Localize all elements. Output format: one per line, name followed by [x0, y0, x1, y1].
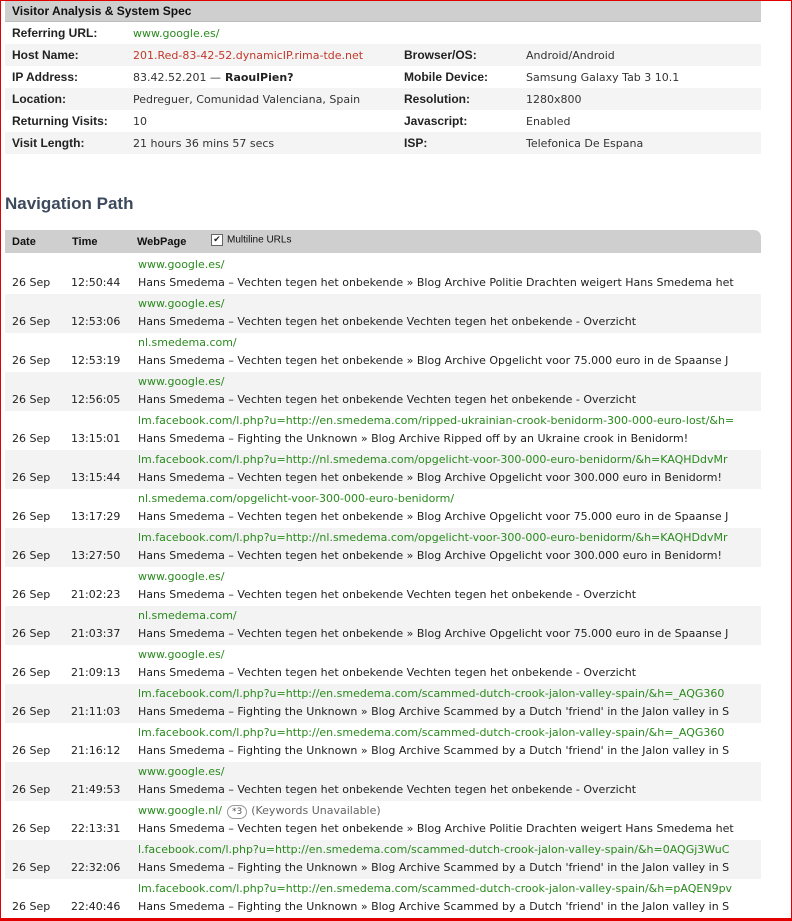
row-url-cell — [138, 531, 758, 544]
spec-value-cell — [526, 66, 761, 88]
row-page-title: Hans Smedema – Vechten tegen het onbekende » Blog Archive Opgelicht voor 300.000 euro in Benidorm! — [138, 471, 722, 484]
navigation-row — [5, 528, 761, 567]
row-date: 26 Sep — [12, 393, 51, 406]
row-url-link[interactable]: lm.facebook.com/l.php?u=http://en.smedema.com/scammed-dutch-crook-jalon-valley-spain/&h=_AQG360 — [138, 726, 725, 739]
row-time: 21:49:53 — [71, 783, 121, 796]
spec-section-title: Visitor Analysis & System Spec — [5, 1, 761, 22]
row-date: 26 Sep — [12, 510, 51, 523]
spec-row — [5, 88, 761, 110]
row-url-cell — [138, 258, 758, 271]
navigation-row — [5, 489, 761, 528]
row-date: 26 Sep — [12, 627, 51, 640]
spec-label: Browser/OS: — [404, 48, 477, 62]
spec-label-cell — [5, 44, 133, 66]
spec-label: IP Address: — [12, 70, 79, 84]
row-time: 21:11:03 — [71, 705, 121, 718]
row-page-title: Hans Smedema – Vechten tegen het onbekende » Blog Archive Politie Drachten weigert Hans Smedema het — [138, 822, 734, 835]
row-date: 26 Sep — [12, 471, 51, 484]
row-date: 26 Sep — [12, 588, 51, 601]
spec-value-cell — [133, 66, 404, 88]
row-time: 13:17:29 — [71, 510, 121, 523]
spec-value-cell — [133, 110, 404, 132]
spec-label: Referring URL: — [12, 26, 98, 40]
spec-value: 10 — [133, 114, 147, 128]
spec-label-cell — [404, 66, 526, 88]
row-page-title: Hans Smedema – Fighting the Unknown » Blog Archive Scammed by a Dutch 'friend' in the Jalon valley in S — [138, 900, 730, 913]
row-url-link[interactable]: nl.smedema.com/opgelicht-voor-300-000-euro-benidorm/ — [138, 492, 455, 505]
row-page-title: Hans Smedema – Vechten tegen het onbekende Vechten tegen het onbekende - Overzicht — [138, 393, 637, 406]
row-url-cell — [138, 570, 758, 583]
row-time: 13:27:50 — [71, 549, 121, 562]
row-page-title: Hans Smedema – Vechten tegen het onbekende Vechten tegen het onbekende - Overzicht — [138, 783, 637, 796]
spec-label-cell — [404, 132, 526, 154]
spec-label-cell — [5, 110, 133, 132]
spec-value-cell — [133, 44, 404, 66]
spec-value: Enabled — [526, 114, 571, 128]
spec-value-cell — [133, 88, 404, 110]
row-url-cell — [138, 336, 758, 349]
spec-row — [5, 110, 761, 132]
spec-label-cell — [404, 88, 526, 110]
row-time: 22:13:31 — [71, 822, 121, 835]
row-url-link[interactable]: lm.facebook.com/l.php?u=http://nl.smedema.com/opgelicht-voor-300-000-euro-benidorm/&h=KAQHDdvMr — [138, 531, 728, 544]
spec-label: ISP: — [404, 136, 428, 150]
row-date: 26 Sep — [12, 822, 51, 835]
spec-value-cell — [133, 132, 404, 154]
row-page-title: Hans Smedema – Vechten tegen het onbekende » Blog Archive Opgelicht voor 300.000 euro in Benidorm! — [138, 549, 722, 562]
row-date: 26 Sep — [12, 744, 51, 757]
spec-value: Android/Android — [526, 48, 615, 62]
visitor-nickname: RaoulPien? — [224, 70, 294, 84]
row-date: 26 Sep — [12, 549, 51, 562]
row-url-cell — [138, 453, 758, 466]
row-url-cell — [138, 726, 758, 739]
row-time: 21:03:37 — [71, 627, 121, 640]
spec-label: Host Name: — [12, 48, 79, 62]
row-time: 12:50:44 — [71, 276, 121, 289]
row-url-link[interactable]: lm.facebook.com/l.php?u=http://en.smedema.com/scammed-dutch-crook-jalon-valley-spain/&h=_AQG360 — [138, 687, 725, 700]
spec-label: Visit Length: — [12, 136, 85, 150]
row-time: 13:15:44 — [71, 471, 121, 484]
spec-label-cell — [404, 110, 526, 132]
row-page-title: Hans Smedema – Vechten tegen het onbekende Vechten tegen het onbekende - Overzicht — [138, 588, 637, 601]
spec-value: Pedreguer, Comunidad Valenciana, Spain — [133, 92, 361, 106]
spec-value-cell — [526, 110, 761, 132]
row-url-cell — [138, 648, 758, 661]
spec-label: Returning Visits: — [12, 114, 108, 128]
navigation-row — [5, 762, 761, 801]
row-url-link[interactable]: lm.facebook.com/l.php?u=http://en.smedema.com/ripped-ukrainian-crook-benidorm-300-000-euro-lost/&h= — [138, 414, 735, 427]
row-url-link[interactable]: lm.facebook.com/l.php?u=http://en.smedema.com/scammed-dutch-crook-jalon-valley-spain/&h=pAQEN9pv — [138, 882, 733, 895]
row-url-cell — [138, 765, 758, 778]
spec-value-cell — [526, 22, 761, 44]
row-page-title: Hans Smedema – Vechten tegen het onbekende Vechten tegen het onbekende - Overzicht — [138, 666, 637, 679]
row-page-title: Hans Smedema – Fighting the Unknown » Blog Archive Ripped off by an Ukraine crook in Benidorm! — [138, 432, 689, 445]
multiline-urls-checkbox[interactable]: ✔ — [211, 234, 223, 246]
row-url-link[interactable]: l.facebook.com/l.php?u=http://en.smedema.com/scammed-dutch-crook-jalon-valley-spain/&h=0AQGj3WuC — [138, 843, 730, 856]
row-url-link[interactable]: www.google.es/ — [138, 765, 225, 778]
row-url-cell — [138, 609, 758, 622]
row-page-title: Hans Smedema – Vechten tegen het onbekende » Blog Archive Opgelicht voor 75.000 euro in de Spaanse J — [138, 627, 729, 640]
search-engine-badge[interactable]: *3 — [227, 805, 247, 819]
navigation-row — [5, 567, 761, 606]
row-date: 26 Sep — [12, 354, 51, 367]
navigation-row — [5, 411, 761, 450]
row-url-cell — [138, 804, 758, 819]
navigation-row — [5, 879, 761, 918]
row-date: 26 Sep — [12, 861, 51, 874]
row-date: 26 Sep — [12, 705, 51, 718]
spec-row — [5, 132, 761, 154]
row-date: 26 Sep — [12, 783, 51, 796]
column-header-webpage: WebPage — [137, 236, 187, 248]
multiline-urls-toggle[interactable] — [211, 234, 291, 246]
navigation-row — [5, 372, 761, 411]
spec-label-cell — [5, 88, 133, 110]
spec-label-cell — [404, 44, 526, 66]
row-date: 26 Sep — [12, 666, 51, 679]
spec-value-cell — [526, 132, 761, 154]
row-page-title: Hans Smedema – Vechten tegen het onbekende » Blog Archive Opgelicht voor 75.000 euro in de Spaanse J — [138, 354, 729, 367]
row-url-cell — [138, 297, 758, 310]
row-url-cell — [138, 687, 758, 700]
spec-row — [5, 44, 761, 66]
spec-row — [5, 22, 761, 44]
navigation-table-header — [5, 230, 761, 253]
row-url-link[interactable]: www.google.es/ — [138, 297, 225, 310]
referring-url-link[interactable]: www.google.es/ — [133, 26, 220, 40]
row-time: 22:32:06 — [71, 861, 121, 874]
row-url-cell — [138, 882, 758, 895]
row-date: 26 Sep — [12, 432, 51, 445]
row-time: 12:56:05 — [71, 393, 121, 406]
column-header-time: Time — [72, 236, 98, 248]
row-page-title: Hans Smedema – Vechten tegen het onbekende Vechten tegen het onbekende - Overzicht — [138, 315, 637, 328]
keywords-note: (Keywords Unavailable) — [251, 804, 381, 817]
row-url-link[interactable]: nl.smedema.com/ — [138, 336, 237, 349]
row-page-title: Hans Smedema – Vechten tegen het onbekende » Blog Archive Politie Drachten weigert Hans Smedema het — [138, 276, 734, 289]
spec-value: 83.42.52.201 — — [133, 70, 221, 84]
spec-label: Mobile Device: — [404, 70, 489, 84]
row-url-link[interactable]: www.google.es/ — [138, 570, 225, 583]
navigation-row — [5, 840, 761, 879]
row-time: 21:16:12 — [71, 744, 121, 757]
row-time: 22:40:46 — [71, 900, 121, 913]
navigation-row — [5, 723, 761, 762]
spec-value-cell — [526, 88, 761, 110]
row-url-cell — [138, 492, 758, 505]
navigation-row — [5, 294, 761, 333]
navigation-row — [5, 606, 761, 645]
row-url-link[interactable]: www.google.es/ — [138, 258, 225, 271]
multiline-urls-label: Multiline URLs — [227, 234, 292, 246]
navigation-row — [5, 684, 761, 723]
navigation-row — [5, 255, 761, 294]
spec-label-cell — [5, 22, 133, 44]
row-page-title: Hans Smedema – Vechten tegen het onbekende » Blog Archive Opgelicht voor 75.000 euro in de Spaanse J — [138, 510, 729, 523]
row-time: 13:15:01 — [71, 432, 121, 445]
spec-table — [5, 22, 761, 154]
row-date: 26 Sep — [12, 900, 51, 913]
column-header-date: Date — [12, 236, 36, 248]
spec-label-cell — [5, 66, 133, 88]
spec-label: Location: — [12, 92, 66, 106]
navigation-rows — [5, 255, 761, 918]
row-time: 21:02:23 — [71, 588, 121, 601]
navigation-row — [5, 333, 761, 372]
navigation-row — [5, 801, 761, 840]
row-time: 21:09:13 — [71, 666, 121, 679]
row-url-cell — [138, 375, 758, 388]
navigation-row — [5, 645, 761, 684]
spec-value: Samsung Galaxy Tab 3 10.1 — [526, 70, 680, 84]
spec-label-cell — [404, 22, 526, 44]
spec-value: Telefonica De Espana — [526, 136, 644, 150]
row-time: 12:53:06 — [71, 315, 121, 328]
row-page-title: Hans Smedema – Fighting the Unknown » Blog Archive Scammed by a Dutch 'friend' in the Jalon valley in S — [138, 744, 730, 757]
row-url-link[interactable]: www.google.es/ — [138, 375, 225, 388]
row-url-cell — [138, 414, 758, 427]
row-url-link[interactable]: lm.facebook.com/l.php?u=http://nl.smedema.com/opgelicht-voor-300-000-euro-benidorm/&h=KAQHDdvMr — [138, 453, 728, 466]
spec-label: Javascript: — [404, 114, 468, 128]
spec-label: Resolution: — [404, 92, 470, 106]
row-url-link[interactable]: www.google.es/ — [138, 648, 225, 661]
row-date: 26 Sep — [12, 276, 51, 289]
row-url-cell — [138, 843, 758, 856]
navigation-path-title: Navigation Path — [5, 194, 134, 213]
row-url-link[interactable]: nl.smedema.com/ — [138, 609, 237, 622]
row-page-title: Hans Smedema – Fighting the Unknown » Blog Archive Scammed by a Dutch 'friend' in the Jalon valley in S — [138, 705, 730, 718]
spec-value-cell — [526, 44, 761, 66]
row-time: 12:53:19 — [71, 354, 121, 367]
spec-label-cell — [5, 132, 133, 154]
spec-row — [5, 66, 761, 88]
spec-value: 21 hours 36 mins 57 secs — [133, 136, 275, 150]
spec-value-cell — [133, 22, 404, 44]
host-name-link[interactable]: 201.Red-83-42-52.dynamicIP.rima-tde.net — [133, 48, 364, 62]
row-date: 26 Sep — [12, 315, 51, 328]
spec-value: 1280x800 — [526, 92, 582, 106]
row-url-link[interactable]: www.google.nl/ — [138, 804, 222, 817]
row-page-title: Hans Smedema – Fighting the Unknown » Blog Archive Scammed by a Dutch 'friend' in the Jalon valley in S — [138, 861, 730, 874]
navigation-row — [5, 450, 761, 489]
